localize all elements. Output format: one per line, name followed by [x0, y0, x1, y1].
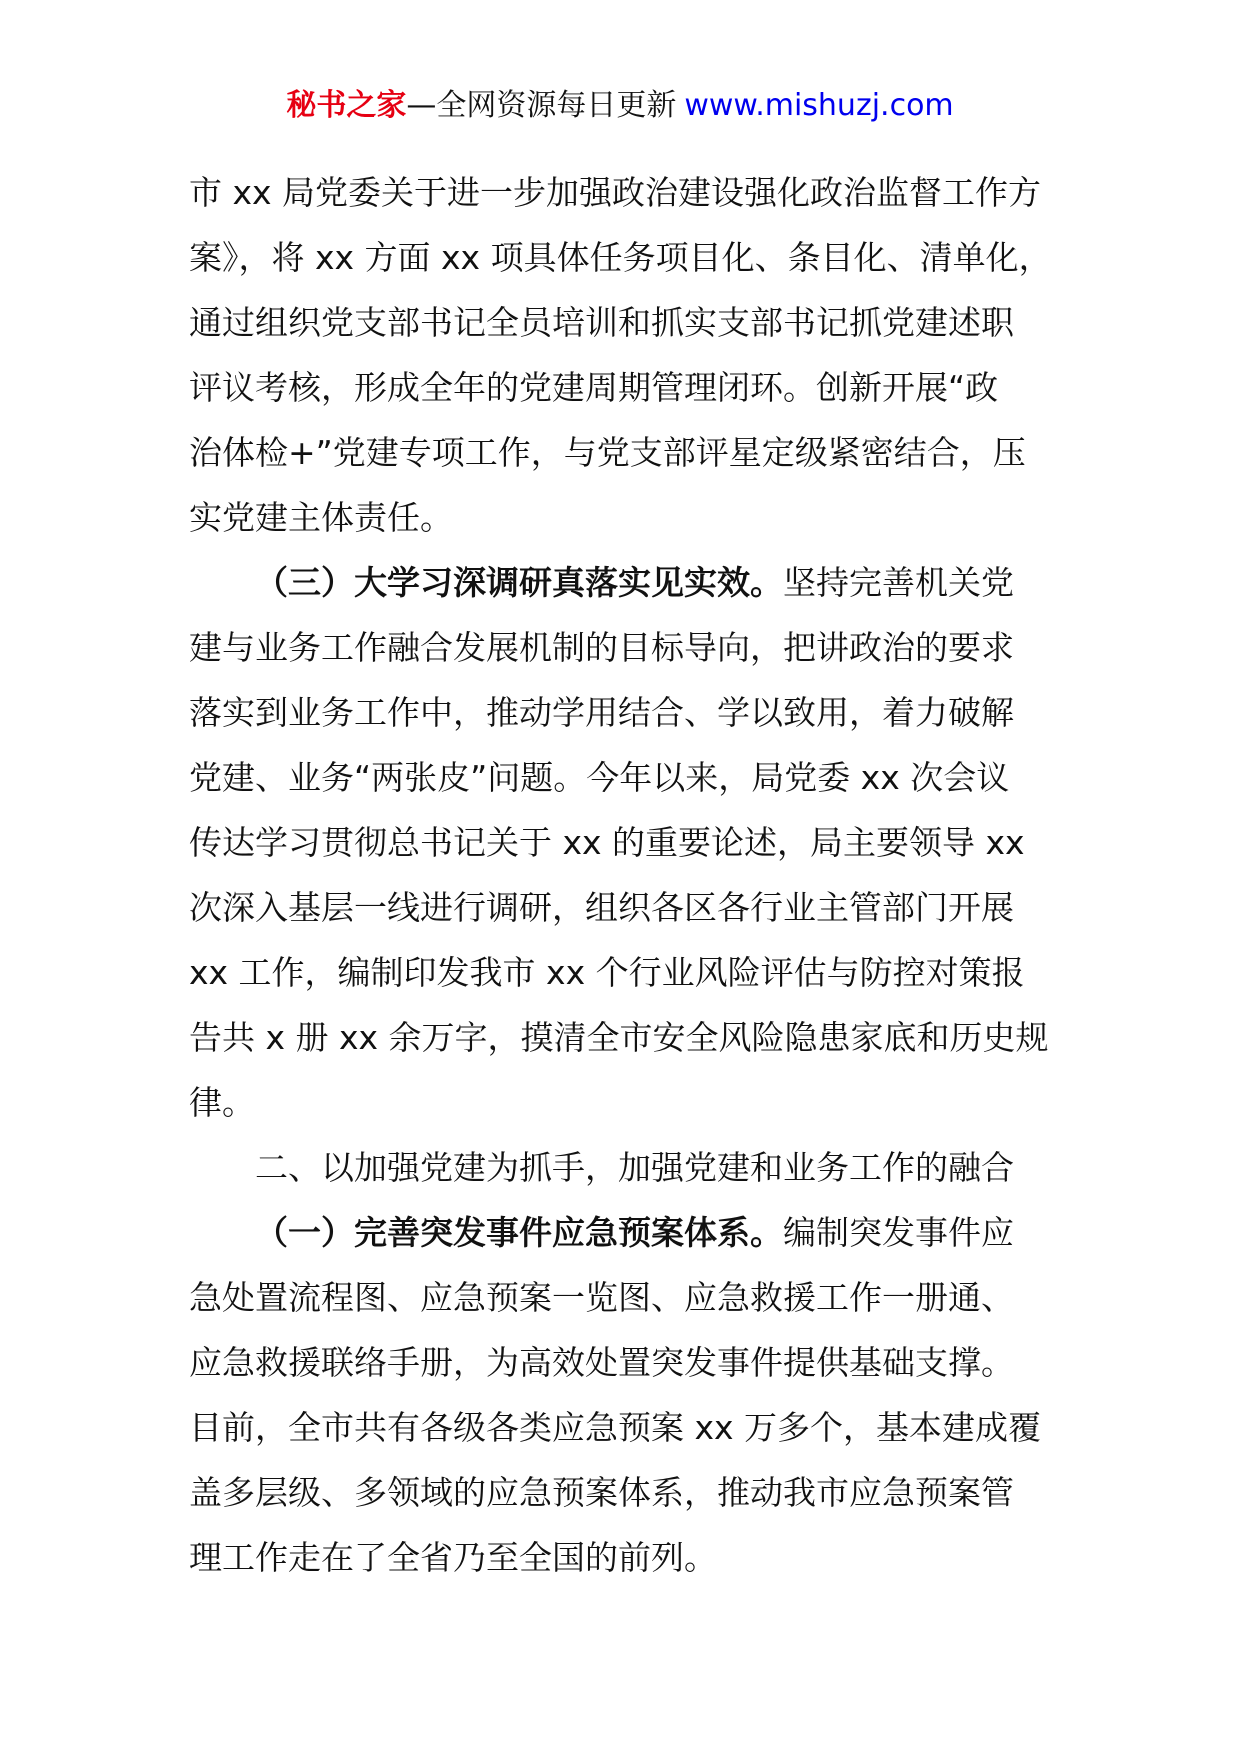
text-line: 急处置流程图、应急预案一览图、应急救援工作一册通、	[189, 1278, 1014, 1317]
text-line: 市 xx 局党委关于进一步加强政治建设强化政治监督工作方	[189, 173, 1042, 212]
text-line: 治体检+”党建专项工作，与党支部评星定级紧密结合，压	[189, 433, 1026, 472]
paragraph-1	[189, 160, 1069, 550]
document-body	[189, 160, 1069, 1590]
text-line: 传达学习贯彻总书记关于 xx 的重要论述，局主要领导 xx	[189, 823, 1025, 862]
text-line: 案》，将 xx 方面 xx 项具体任务项目化、条目化、清单化，	[189, 238, 1052, 277]
brand-name: 秘书之家	[286, 88, 407, 123]
text-line	[189, 1200, 1069, 1265]
section-title: 二、以加强党建为抓手，加强党建和业务工作的融合	[255, 1148, 1014, 1187]
text-line: 告共 x 册 xx 余万字，摸清全市安全风险隐患家底和历史规	[189, 1018, 1049, 1057]
paragraph-2	[189, 550, 1069, 1135]
text-run: 编制突发事件应	[783, 1213, 1014, 1252]
text-line: 理工作走在了全省乃至全国的前列。	[189, 1538, 717, 1577]
text-line: 应急救援联络手册，为高效处置突发事件提供基础支撑。	[189, 1343, 1014, 1382]
paragraph-3	[189, 1200, 1069, 1590]
text-line: 盖多层级、多领域的应急预案体系，推动我市应急预案管	[189, 1473, 1014, 1512]
text-line: 目前，全市共有各级各类应急预案 xx 万多个，基本建成覆	[189, 1408, 1042, 1447]
text-line: 落实到业务工作中，推动学用结合、学以致用，着力破解	[189, 693, 1014, 732]
text-line: 律。	[189, 1083, 255, 1122]
text-line: 评议考核，形成全年的党建周期管理闭环。创新开展“政	[189, 368, 999, 407]
text-line: 次深入基层一线进行调研，组织各区各行业主管部门开展	[189, 888, 1014, 927]
site-url-link[interactable]: www.mishuzj.com	[684, 88, 954, 123]
text-line	[189, 550, 1069, 615]
text-run: 坚持完善机关党	[783, 563, 1014, 602]
text-line: xx 工作，编制印发我市 xx 个行业风险评估与防控对策报	[189, 953, 1025, 992]
text-line: 党建、业务“两张皮”问题。今年以来，局党委 xx 次会议	[189, 758, 1010, 797]
subsection-heading: （一）完善突发事件应急预案体系。	[255, 1213, 783, 1252]
subsection-heading: （三）大学习深调研真落实见实效。	[255, 563, 783, 602]
header-tagline: —全网资源每日更新	[406, 88, 677, 123]
page-header	[0, 86, 1240, 126]
text-line: 建与业务工作融合发展机制的目标导向，把讲政治的要求	[189, 628, 1014, 667]
text-line: 通过组织党支部书记全员培训和抓实支部书记抓党建述职	[189, 303, 1014, 342]
text-line: 实党建主体责任。	[189, 498, 453, 537]
